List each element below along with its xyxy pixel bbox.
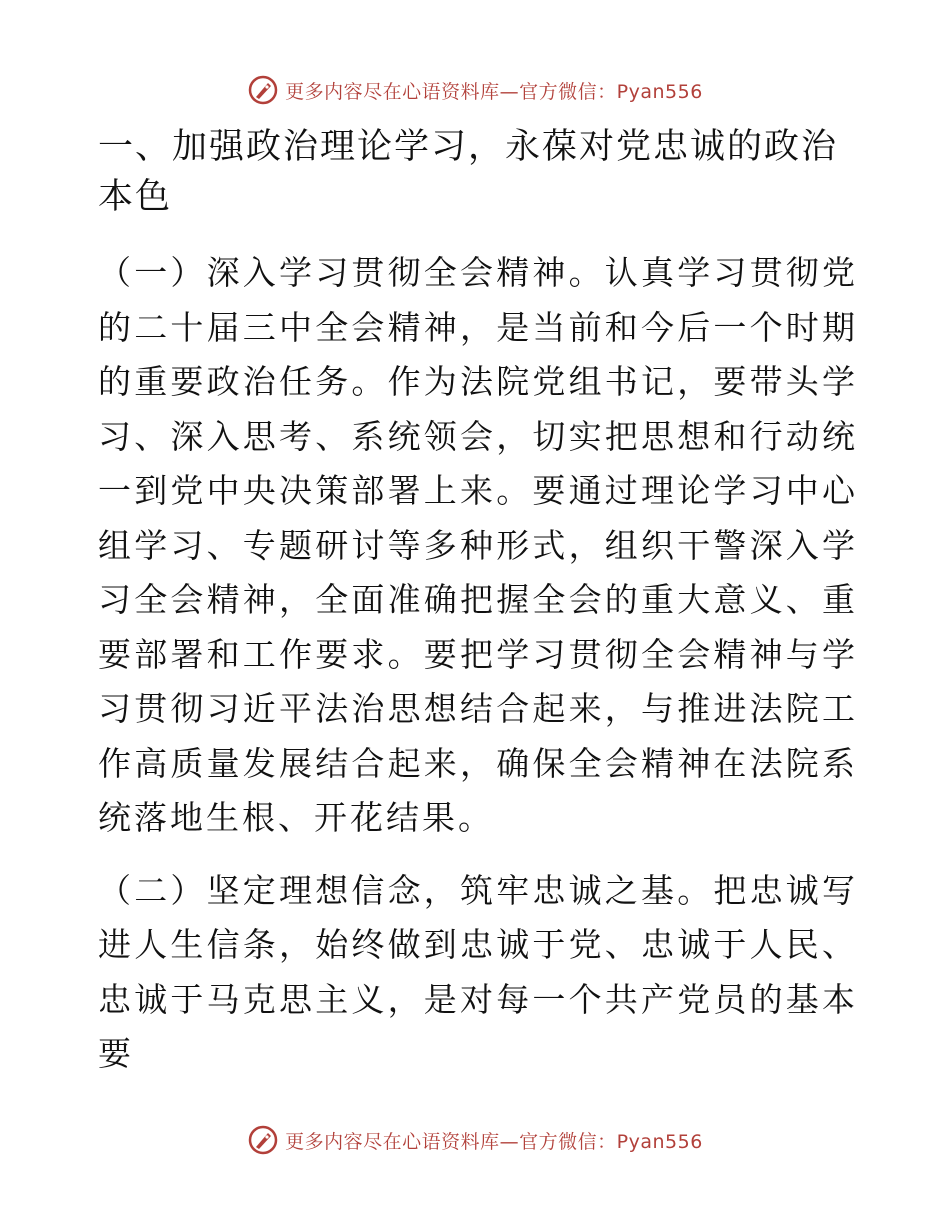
pen-nib-logo-icon [247,1124,279,1156]
paragraph-2: （二）坚定理想信念，筑牢忠诚之基。把忠诚写进人生信条，始终做到忠诚于党、忠诚于人民、忠诚于马克思主义，是对每一个共产党员的基本要 [98,870,858,1073]
section-heading: 一、加强政治理论学习，永葆对党忠诚的政治本色 [98,127,839,217]
watermark-text: 更多内容尽在心语资料库—官方微信：Pyan556 [285,80,703,103]
pen-nib-logo-icon [247,74,279,106]
watermark-text: 更多内容尽在心语资料库—官方微信：Pyan556 [285,1130,703,1153]
document-body [98,122,858,1100]
paragraph-1: （一）深入学习贯彻全会精神。认真学习贯彻党的二十届三中全会精神，是当前和今后一个时期的重要政治任务。作为法院党组书记，要带头学习、深入思考、系统领会，切实把思想和行动统一到党中央决策部署上来。要通过理论学习中心组学习、专题研讨等多种形式，组织干警深入学习全会精神，全面准确把握全会的重大意义、重要部署和工作要求。要把学习贯彻全会精神与学习贯彻习近平法治思想结合起来，与推进法院工作高质量发展结合起来，确保全会精神在法院系统落地生根、开花结果。 [98,253,858,837]
footer-watermark [0,1120,950,1160]
header-watermark [0,70,950,110]
